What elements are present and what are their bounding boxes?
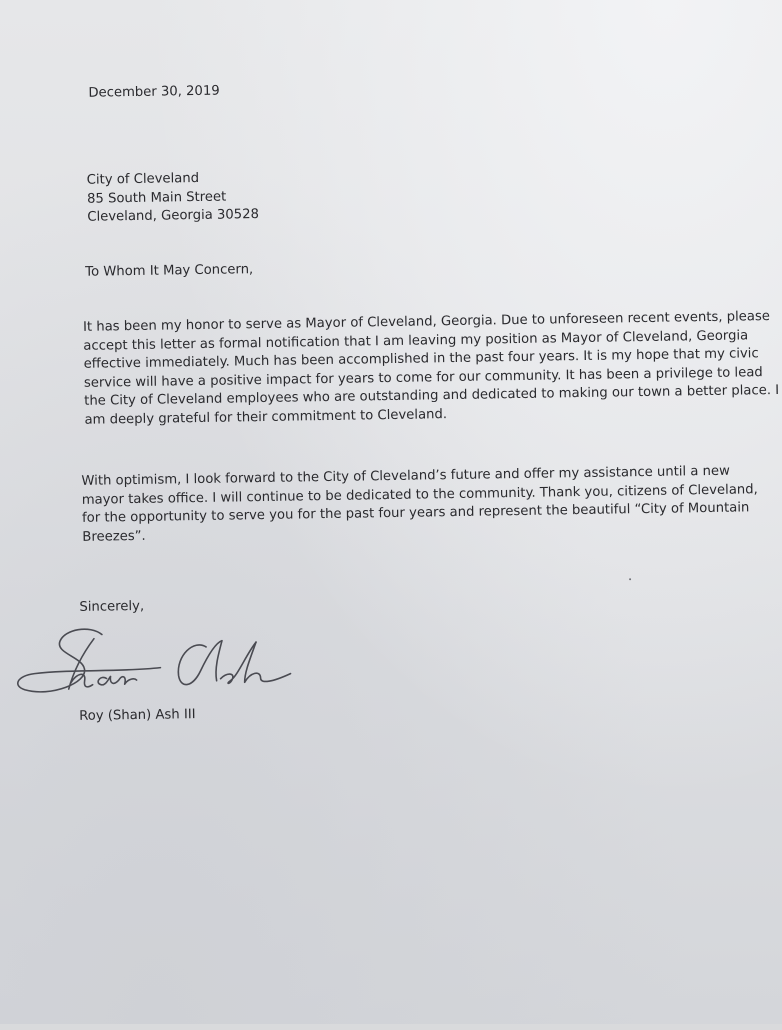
paragraph-line: the City of Cleveland employees who are outstanding and dedicated to making our town a better place. I — [84, 382, 780, 409]
paragraph-line: accept this letter as formal notification that I am leaving my position as Mayor of Cleveland, Georgia — [83, 327, 749, 354]
address-line: City of Cleveland — [86, 170, 200, 188]
body-paragraph-2 — [81, 462, 758, 547]
closing: Sincerely, — [79, 598, 145, 615]
paragraph-line: Breezes”. — [82, 528, 146, 545]
letter-date: December 30, 2019 — [88, 83, 220, 101]
paragraph-line: effective immediately. Much has been accomplished in the past four years. It is my hope that my civic — [83, 346, 759, 372]
paragraph-line: mayor takes office. I will continue to be dedicated to the community. Thank you, citizens of Cleveland, — [81, 481, 758, 508]
address-line: 85 South Main Street — [86, 189, 227, 207]
handwritten-signature — [10, 613, 301, 708]
paragraph-line: am deeply grateful for their commitment to Cleveland. — [84, 406, 448, 428]
paper-speck — [629, 578, 631, 580]
signer-name: Roy (Shan) Ash III — [79, 707, 196, 724]
paragraph-line: service will have a positive impact for years to come for our community. It has been a privilege to lead — [83, 364, 763, 391]
address-line: Cleveland, Georgia 30528 — [87, 207, 260, 225]
paragraph-line: With optimism, I look forward to the City of Cleveland’s future and offer my assistance until a new — [81, 463, 731, 489]
body-paragraph-1 — [83, 308, 780, 430]
recipient-address — [87, 169, 259, 227]
paragraph-line: It has been my honor to serve as Mayor of Cleveland, Georgia. Due to unforeseen recent events, please — [82, 309, 771, 335]
salutation: To Whom It May Concern, — [85, 262, 254, 280]
paragraph-line: for the opportunity to serve you for the past four years and represent the beautiful “City of Mountain — [81, 500, 750, 526]
